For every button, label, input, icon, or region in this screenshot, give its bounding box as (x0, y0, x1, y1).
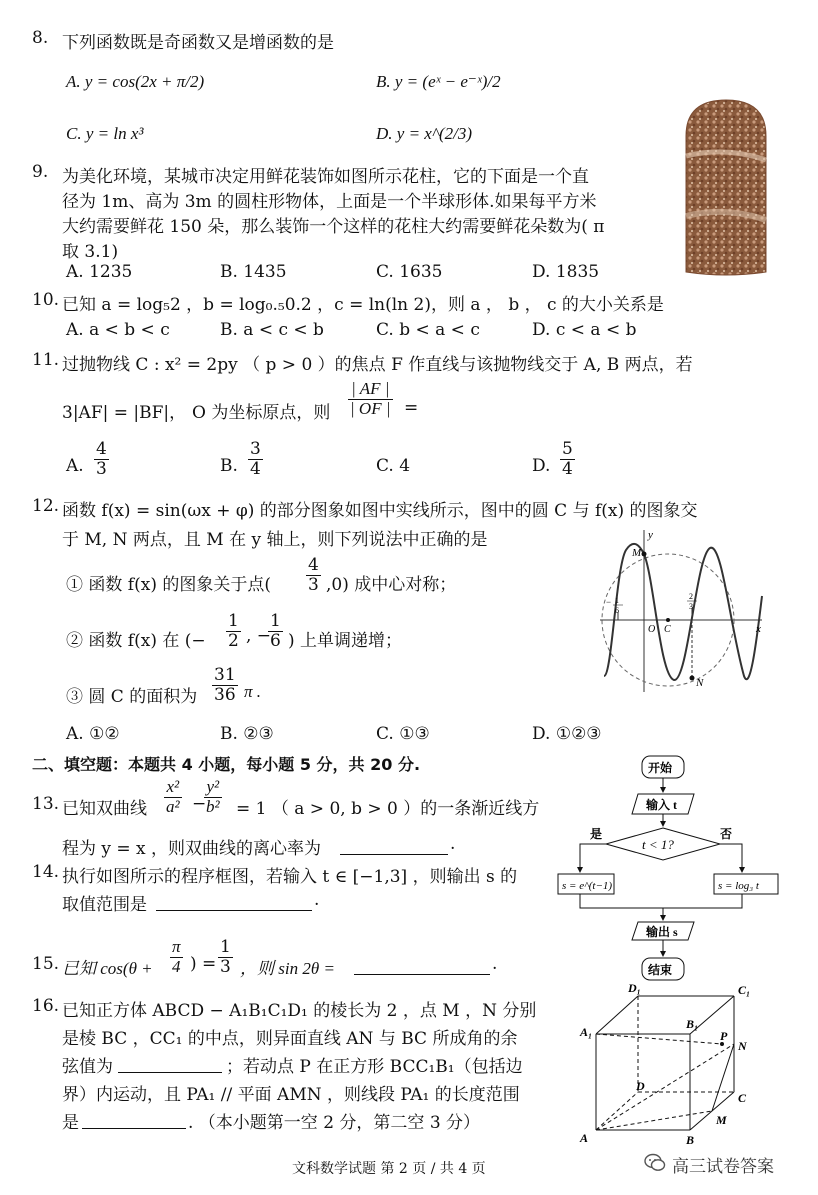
q16-line-5a: 是 (62, 1113, 79, 1133)
q13-n1: x² (164, 778, 182, 798)
q9-line-1: 为美化环境，某城市决定用鲜花装饰如图所示花柱，它的下面是一个直 (62, 167, 589, 187)
cube-label-m: M (716, 1113, 727, 1127)
q10-option-b: B. a < c < b (220, 320, 324, 340)
q12-statement-1a: ① 函数 f(x) 的图象关于点( (66, 575, 271, 595)
q13-n2: y² (204, 778, 222, 798)
q13-number: 13. (32, 794, 60, 814)
q11-a-num: 4 (96, 439, 107, 459)
q12-s1-den: 3 (308, 574, 319, 595)
wechat-icon (644, 1152, 666, 1174)
q11-option-a-label: A. (66, 456, 84, 476)
label-neg-sign: − (606, 597, 612, 607)
q12-option-a: A. ①② (66, 724, 120, 744)
cube-label-a: A (580, 1131, 589, 1145)
q11-option-d-label: D. (532, 456, 551, 476)
q8-option-b: B. y = (eˣ − e⁻ˣ)/2 (376, 72, 501, 91)
flowchart (554, 752, 784, 988)
q9-line-4: 取 3.1) (62, 242, 119, 262)
q14-number: 14. (32, 862, 60, 882)
q15-frac-pi4 (170, 938, 183, 976)
label-m: M (632, 547, 642, 559)
q12-statement-2a: ② 函数 f(x) 在 (− (66, 631, 206, 651)
flow-input-label: 输入 t (646, 798, 677, 812)
q13-d2: b² (206, 796, 220, 816)
q12-statement-3-frac (212, 666, 238, 704)
q8-option-c: C. y = ln x³ (66, 124, 144, 143)
point-n (690, 676, 695, 681)
q8-option-d: D. y = x^(2/3) (376, 124, 473, 143)
q12-s3-den: 36 (214, 684, 236, 705)
q11-b-num: 3 (250, 439, 261, 459)
q15-end: . (492, 954, 498, 974)
q13-text-b: = 1 （ a > 0, b > 0 ）的一条渐近线方 (236, 799, 540, 819)
q11-number: 11. (32, 350, 60, 370)
q11-option-b-frac (248, 440, 263, 478)
q12-statement-2b: , − (246, 626, 272, 646)
q14-line-1: 执行如图所示的程序框图，若输入 t ∈ [−1,3] ，则输出 s 的 (62, 867, 518, 887)
q16-answer-blank-2[interactable] (82, 1108, 186, 1129)
q12-statement-1b: ,0) 成中心对称； (326, 575, 457, 595)
cube-label-c: C (738, 1091, 747, 1105)
q11-fraction (348, 380, 393, 418)
q11-option-a-frac (94, 440, 109, 478)
q10-option-a: A. a < b < c (66, 320, 170, 340)
q11-option-c: C. 4 (376, 456, 411, 476)
sine-curve (604, 544, 762, 680)
cube-label-b: B (686, 1133, 695, 1147)
q12-s3-num: 31 (214, 665, 236, 685)
q11-line-2c: = (404, 398, 419, 418)
q8-number: 8. (32, 28, 49, 48)
q11-option-d-frac (560, 440, 575, 478)
q16-number: 16. (32, 996, 60, 1016)
label-neg-den: 6 (615, 606, 619, 615)
q9-option-d: D. 1835 (532, 262, 600, 282)
flow-start-label: 开始 (648, 761, 673, 775)
q16-answer-blank-1[interactable] (118, 1052, 222, 1073)
q11-frac-den: | OF | (350, 398, 391, 418)
q10-stem: 已知 a = log₅2 ，b = log₀.₅0.2 ，c = ln(ln 2)，则 a ， b ， c 的大小关系是 (62, 295, 664, 315)
cube-label-b1: B₁ (686, 1017, 699, 1031)
q14-answer-blank[interactable] (156, 890, 312, 911)
q12-statement-1-frac (306, 556, 321, 594)
flow-right-label: s = log₃ t (718, 880, 759, 892)
q15-answer-blank[interactable] (354, 954, 490, 975)
label-c: C (664, 624, 671, 635)
q15-text-a: 已知 cos(θ + (62, 959, 153, 978)
q15-frac-third (218, 938, 233, 976)
flow-left-label: s = e^(t−1) (562, 880, 613, 892)
q12-s2-d1: 2 (228, 630, 239, 651)
q12-line-1: 函数 f(x) = sin(ωx + φ) 的部分图象如图中实线所示，图中的圆 C 与 f(x) 的图象交 (62, 501, 698, 521)
q12-s2-n2: 1 (270, 611, 281, 631)
q11-a-den: 3 (96, 458, 107, 479)
point-c (666, 618, 670, 622)
q9-line-2: 径为 1m、高为 3m 的圆柱形物体，上面是一个半球形体.如果每平方米 (62, 192, 597, 212)
q12-number: 12. (32, 496, 60, 516)
point-m (642, 552, 647, 557)
q11-line-1: 过抛物线 C : x² = 2py （ p > 0 ）的焦点 F 作直线与该抛物线交于 A, B 两点，若 (62, 355, 693, 375)
q10-option-d: D. c < a < b (532, 320, 637, 340)
q12-statement-3a: ③ 圆 C 的面积为 (66, 687, 198, 707)
q12-option-d: D. ①②③ (532, 724, 602, 744)
q9-line-3: 大约需要鲜花 150 朵，那么装饰一个这样的花柱大约需要鲜花朵数为( π (62, 217, 605, 237)
q9-number: 9. (32, 162, 49, 182)
q9-option-c: C. 1635 (376, 262, 443, 282)
q16-line-3b: ；若动点 P 在正方形 BCC₁B₁（包括边 (226, 1057, 523, 1077)
q13-frac-1 (164, 778, 182, 816)
q11-line-2a: 3|AF| = |BF|， (62, 403, 187, 423)
q12-statement-3b: π . (244, 682, 262, 701)
q8-stem: 下列函数既是奇函数又是增函数的是 (62, 33, 334, 53)
q11-d-den: 4 (562, 458, 573, 479)
flow-yes-label: 是 (590, 827, 603, 841)
q11-b-den: 4 (250, 458, 261, 479)
label-pos-den: 3 (689, 602, 693, 611)
flow-condition-label: t < 1? (642, 837, 674, 852)
q16-line-1: 已知正方体 ABCD − A₁B₁C₁D₁ 的棱长为 2 ，点 M ，N 分别 (62, 1001, 537, 1021)
q13-d1: a² (166, 796, 180, 816)
q14-end: . (314, 890, 320, 910)
cube-label-c1: C₁ (738, 983, 751, 997)
q12-s2-n1: 1 (228, 611, 239, 631)
q12-s2-d2: 6 (270, 630, 281, 651)
cube-label-d: D (636, 1079, 645, 1093)
cube-diagram (578, 978, 764, 1148)
q13-text-a: 已知双曲线 (62, 799, 147, 819)
section-2-title: 二、填空题：本题共 4 小题，每小题 5 分，共 20 分. (32, 755, 421, 774)
q16-line-5b: . （本小题第一空 2 分，第二空 3 分） (188, 1113, 481, 1133)
q13-answer-blank[interactable] (340, 834, 448, 855)
q15-pi: π (172, 937, 181, 956)
q11-frac-num: | AF | (348, 380, 393, 400)
cube-label-n: N (738, 1039, 747, 1053)
sine-graph (598, 526, 766, 694)
q12-option-c: C. ①③ (376, 724, 430, 744)
flower-pillar-image (680, 96, 772, 278)
label-n: N (696, 677, 704, 689)
q10-option-c: C. b < a < c (376, 320, 480, 340)
q15-text-b: ) = (190, 954, 217, 974)
q9-option-b: B. 1435 (220, 262, 287, 282)
q12-statement-2-frac-1 (226, 612, 241, 650)
q10-number: 10. (32, 290, 60, 310)
page-footer: 文科数学试题 第 2 页 / 共 4 页 (292, 1161, 486, 1177)
label-o: O (648, 624, 656, 635)
q12-statement-2c: ) 上单调递增； (288, 631, 403, 651)
label-x: x (756, 623, 761, 635)
q13-frac-2 (204, 778, 222, 816)
q11-line-2b: O 为坐标原点，则 (192, 403, 331, 423)
q8-option-a: A. y = cos(2x + π/2) (66, 72, 205, 91)
q12-statement-2-frac-2 (268, 612, 283, 650)
q15-four: 4 (172, 956, 181, 976)
q9-option-a: A. 1235 (66, 262, 133, 282)
q16-line-2: 是棱 BC ，CC₁ 的中点，则异面直线 AN 与 BC 所成角的余 (62, 1029, 518, 1049)
q15-three: 3 (220, 956, 231, 977)
label-y: y (648, 529, 653, 541)
flow-no-label: 否 (720, 827, 733, 841)
flow-output-label: 输出 s (646, 925, 678, 939)
q15-text-c: ，则 sin 2θ = (240, 959, 335, 978)
q12-line-2: 于 M, N 两点，且 M 在 y 轴上，则下列说法中正确的是 (62, 530, 488, 550)
flow-end-label: 结束 (648, 963, 673, 977)
cube-label-p: P (720, 1029, 728, 1043)
q11-d-num: 5 (562, 439, 573, 459)
label-pos-num: 2 (689, 592, 693, 601)
cube-label-d1: D₁ (628, 981, 641, 995)
q11-option-b-label: B. (220, 456, 238, 476)
q15-one: 1 (220, 937, 231, 957)
watermark-text: 高三试卷答案 (672, 1157, 774, 1177)
q13-line-2: 程为 y = x ，则双曲线的离心率为 (62, 839, 322, 859)
q13-end: . (450, 834, 456, 854)
cube-label-a1: A₁ (580, 1025, 593, 1039)
q14-line-2: 取值范围是 (62, 895, 147, 915)
q16-line-4: 界）内运动，且 PA₁ // 平面 AMN ，则线段 PA₁ 的长度范围 (62, 1085, 520, 1105)
q15-number: 15. (32, 954, 60, 974)
q12-option-b: B. ②③ (220, 724, 274, 744)
label-neg-num: 1 (615, 596, 619, 605)
q13-minus: − (192, 794, 207, 814)
q12-s1-num: 4 (308, 555, 319, 575)
q16-line-3a: 弦值为 (62, 1057, 113, 1077)
